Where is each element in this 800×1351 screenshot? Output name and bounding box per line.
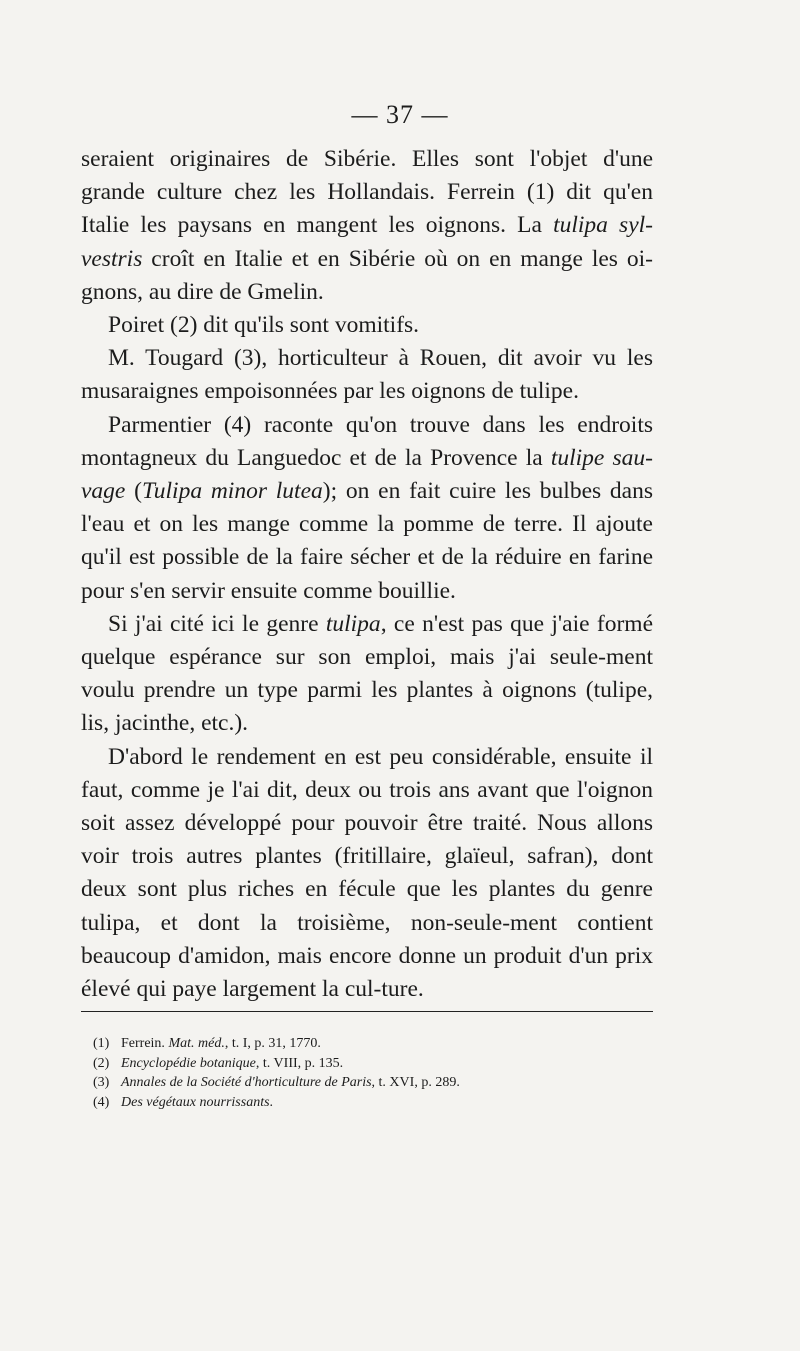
footnotes: [93, 1034, 653, 1112]
footnote-number: (4): [93, 1094, 110, 1110]
text-run: M. Tougard (3), horticulteur à Rouen, dit avoir vu les musaraignes empoisonnées par les oignons de tulipe.: [81, 345, 653, 405]
text-run: croît en Italie et en Sibérie où on en mange les oi-gnons, au dire de Gmelin.: [81, 245, 653, 305]
footnote: [93, 1034, 653, 1054]
text-run: .: [269, 1094, 274, 1110]
text-run: seraient originaires de Sibérie. Elles sont l'objet d'une grande culture chez les Hollandais. Ferrein (1) dit qu'en Italie les paysans en mangent les oignons. La: [81, 146, 653, 239]
paragraph: [81, 409, 653, 608]
italic-run: Des végétaux nourrissants: [121, 1094, 270, 1110]
text-run: D'abord le rendement en est peu considérable, ensuite il faut, comme je l'ai dit, deux ou trois ans avant que l'oignon soit assez développé pour pouvoir être traité. Nous allons voir trois autres plantes (fritillaire, glaïeul, safran), dont deux sont plus riches en fécule que les plantes du genre tulipa, et dont la troisième, non-seule-ment contient beaucoup d'amidon, mais encore donne un produit d'un prix élevé qui paye largement la cul-ture.: [81, 743, 653, 1003]
footnote-rule: [81, 1011, 653, 1012]
italic-run: Annales de la Société d'horticulture de Paris: [121, 1075, 372, 1090]
text-run: , t. I, p. 31, 1770.: [224, 1036, 321, 1051]
paragraph: [81, 342, 653, 408]
text-run: (: [125, 478, 142, 505]
text-run: Si j'ai cité ici le genre: [108, 610, 326, 637]
footnote-number: (2): [93, 1055, 110, 1071]
footnote: [93, 1073, 653, 1093]
text-run: Ferrein.: [121, 1036, 169, 1051]
body-text: [81, 143, 653, 1006]
italic-run: tulipe sau-vage: [81, 444, 653, 505]
footnote-number: (3): [93, 1075, 110, 1090]
text-run: ); on en fait cuire les bulbes dans l'eau et on les mange comme la pomme de terre. Il ajoute qu'il est possible de la faire sécher et de la réduire en farine pour s'en servir ensuite comme bouillie.: [81, 478, 654, 604]
text-run: , ce n'est pas que j'aie formé quelque espérance sur son emploi, mais j'ai seule-ment voulu prendre un type parmi les plantes à oignons (tulipe, lis, jacinthe, etc.).: [81, 610, 653, 737]
paragraph: [81, 309, 653, 342]
text-run: , t. XVI, p. 289.: [371, 1075, 460, 1090]
text-run: , t. VIII, p. 135.: [255, 1055, 344, 1071]
page-number: — 37 —: [351, 100, 449, 129]
footnote-number: (1): [93, 1036, 110, 1051]
text-run: Poiret (2) dit qu'ils sont vomitifs.: [108, 312, 420, 339]
footnote: [93, 1093, 653, 1113]
paragraph: [81, 608, 653, 741]
paragraph: [81, 741, 653, 1007]
text-run: Parmentier (4) raconte qu'on trouve dans les endroits montagneux du Languedoc et de la Provence la: [81, 411, 653, 471]
italic-run: Encyclopédie botanique: [121, 1055, 256, 1071]
italic-run: Mat. méd.: [168, 1036, 225, 1051]
italic-run: tulipa: [325, 610, 381, 637]
italic-run: Tulipa minor lutea: [141, 478, 323, 505]
italic-run: tulipa syl-vestris: [81, 212, 653, 272]
paragraph: [81, 143, 653, 309]
footnote: [93, 1054, 653, 1074]
